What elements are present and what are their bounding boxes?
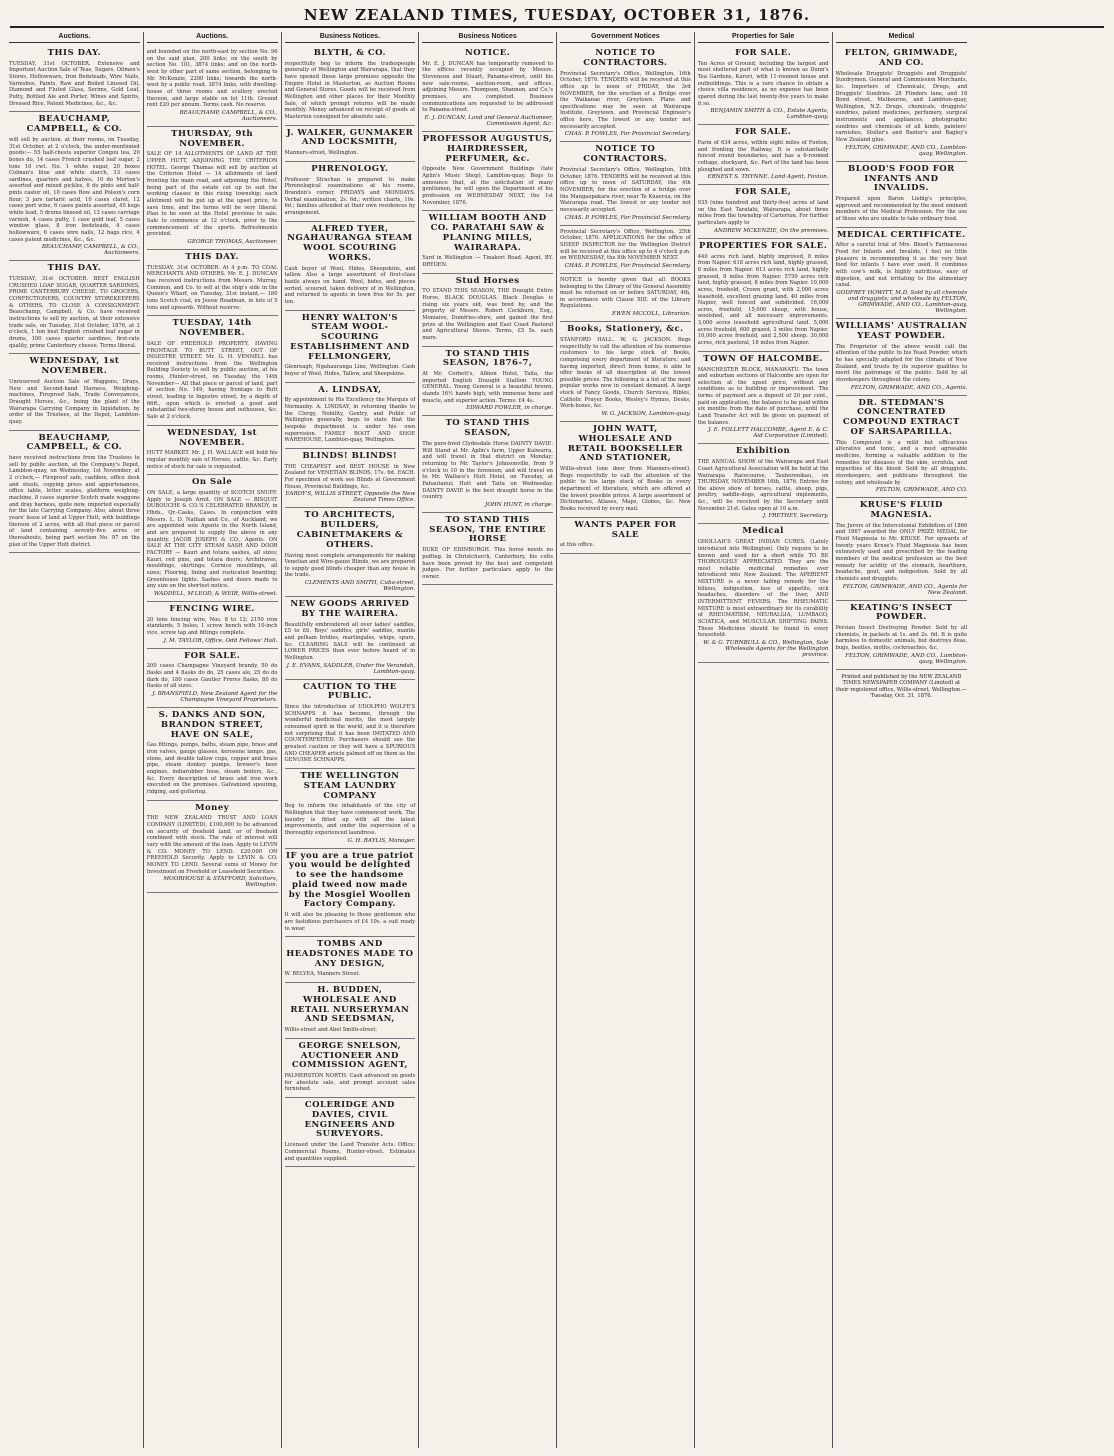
advertisement-heading: NOTICE TO CONTRACTORS. bbox=[583, 144, 668, 165]
advertisement-signature: W. G. JACKSON, Lambton-quay. bbox=[601, 411, 691, 418]
advertisement bbox=[285, 126, 416, 162]
advertisement bbox=[285, 383, 416, 449]
advertisement bbox=[836, 601, 968, 670]
advertisement-heading: JOHN WATT, WHOLESALE AND RETAIL BOOKSELLER AND STATIONER, bbox=[567, 424, 683, 464]
advertisement-heading: BEAUCHAMP, CAMPBELL, & CO. bbox=[26, 114, 123, 135]
advertisement-signature: BEAUCHAMP, CAMPBELL, & CO., Auctioneers. bbox=[179, 109, 278, 122]
advertisement-heading: WILLIAMS' AUSTRALIAN YEAST POWDER. bbox=[835, 321, 968, 341]
advertisement bbox=[836, 162, 968, 228]
advertisement-body: TUESDAY, 31st OCTOBER. At 4 p.m. TO COAL MERCHANTS AND OTHERS. Mr. E. J. DUNCAN has received instructions from Messrs. Murray, Common, and Co. to sell at the ship's side in the Queen's Wharf, on Tuesday, 31st instant,— 180 tons Scotch coal, ex Jessie Readman, in lots of 5 tons and upwards. Without reserve. bbox=[146, 264, 278, 311]
advertisement-signature: GEORGE THOMAS, Auctioneer. bbox=[187, 238, 278, 245]
advertisement bbox=[285, 162, 416, 222]
advertisement-body: Ten Acres of Ground, including the largest and most sheltered part of what is known as Dunn's Tea Gardens, Karori, with 11-roomed house and outbuildings. This is a rare chance to obtain a choice villa residence, as no expense has been spared during the last twenty-five years to make it so. bbox=[697, 60, 829, 107]
column-heading: Business Notices bbox=[422, 32, 553, 43]
advertisement-body: Licensed under the Land Transfer Acts. Office: Commercial Rooms, Hunter-street. Estimates and quantities supplied. bbox=[284, 1142, 416, 1162]
column-heading: Auctions. bbox=[9, 32, 140, 43]
advertisement-heading: WILLIAM BOOTH AND CO. PARATAHI SAW & PLANING MILLS, WAIRARAPA. bbox=[428, 213, 547, 253]
advertisement bbox=[698, 239, 829, 352]
advertisement-body: Beautifully embroidered all over ladies' saddles, £5 to £6. Boys' saddles, girls' saddles, mantle and pelham bridles, martingales, whips, spurs, &c. CLEARING SALE will be continued at LOWER PRICES than ever before heard of in Wellington. bbox=[284, 621, 416, 661]
advertisement-heading: FOR SALE. bbox=[735, 48, 792, 58]
advertisement bbox=[285, 1098, 416, 1167]
advertisement bbox=[422, 274, 553, 347]
advertisement-heading: ALFRED TYER, NGAHAURANGA STEAM WOOL SCOURING WORKS. bbox=[287, 223, 413, 263]
advertisement-body: will sell by auction, at their rooms, on Tuesday, 31st October, at 2 o'clock, the under-mentioned goods:— 55 half-chests superior Congou tea, 20 boxes do, 14 cases French crushed loaf sugar, 2 tons 10 cwt. No. 1 white sugar, 20 boxes Colman's blue and white starch, 13 cases sardines, quarters and halves, 10 do Morton's assorted and mixed pickles, 6 do pints and half-pints castor oil, 10 cases Bow and Polson's corn flour, 3 jars tartaric acid, 10 cases claret, 12 cases port wine, 6 cases paints assorted, 45 kegs white lead, 5 drums linseed oil, 12 cases carriage varnish, 4 cases putty, 1 case gold leaf, 5 cases window glass, 8 iron bedsteads, 4 cases hollowware, 6 cases wire nails, 12 bags rice, 4 cases patent medicines, &c., &c. bbox=[9, 136, 140, 243]
advertisement-body: STANFORD HALL. W. G. JACKSON. Begs respectfully to call the attention of his numerous customers to his large stock of Books, comprising every department of literature; and having imported, direct from home, is able to offer books of all description at the lowest possible prices. The following is a list of the most popular works now in constant demand. A large stock of Fancy Goods, Church Services, Bibles, Catholic Prayer Books, Wesley's Hymns, Desks, Work-boxes, &c. bbox=[560, 336, 691, 410]
advertisement-heading: THIS DAY. bbox=[47, 48, 102, 58]
column-7 bbox=[833, 32, 971, 1448]
advertisement bbox=[147, 46, 278, 127]
advertisement-body: SALE OF FREEHOLD PROPERTY, HAVING FRONTAGE TO BUTT STREET, OUT OF INGESTRE STREET. Mr. G. H. VENNELL has received instructions from the Wellington Building Society to sell by public auction, at his rooms, Hunter-street, on Tuesday, the 14th November— All that piece or parcel of land, part of section No. 149, having frontage to Butt street, leading to Ingestre street, by a depth of 66ft., upon which is erected a good and substantial two-storey house and outhouses, &c. Sale at 2 o'clock. bbox=[146, 340, 278, 421]
advertisement-heading: TUESDAY, 14th NOVEMBER. bbox=[172, 318, 252, 339]
advertisement bbox=[698, 524, 829, 663]
advertisement-body: THE CHEAPEST and BEST HOUSE in New Zealand for VENETIAN BLINDS, 17s. 6d. EACH. For specimen of work see Blinds at Government House, Provincial Buildings, &c. bbox=[284, 463, 416, 490]
advertisement-heading: THURSDAY, 9th NOVEMBER. bbox=[171, 128, 254, 149]
advertisement-heading: TOWN OF HALCOMBE. bbox=[703, 353, 823, 364]
advertisement-signature: ANDREW MCKENZIE, On the premises. bbox=[713, 227, 829, 234]
advertisement-signature: JOHN HUNT, in charge. bbox=[485, 501, 553, 508]
advertisement-heading: BLOOD'S FOOD FOR INFANTS AND INVALIDS. bbox=[848, 163, 955, 194]
advertisement-body: This Compound is a mild but efficacious alterative and tonic, and a most agreeable medicine, forming a valuable addition to the remedies for diseases of the skin, scrofula, and impurities of the blood. Sold by all druggists, storekeepers, and publicans throughout the colony, and wholesale by bbox=[835, 439, 968, 486]
imprint-footer: Printed and published by the NEW ZEALAND TIMES NEWSPAPER COMPANY (Limited) at their registered office, Willis-street, Wellington.—Tuesday, Oct. 31, 1876. bbox=[835, 673, 967, 700]
advertisement-signature: FELTON, GRIMWADE, AND CO., Agents for New Zealand. bbox=[842, 583, 968, 596]
advertisement bbox=[698, 352, 829, 445]
advertisement bbox=[422, 46, 553, 132]
advertisement bbox=[836, 498, 968, 600]
advertisement bbox=[147, 649, 278, 708]
advertisement-heading: HENRY WALTON'S STEAM WOOL-SCOURING ESTABLISHMENT AND FELLMONGERY, bbox=[290, 312, 410, 362]
advertisement-heading: BLINDS! BLINDS! bbox=[302, 451, 398, 462]
advertisement bbox=[560, 142, 691, 225]
column-5 bbox=[557, 32, 695, 1448]
advertisement bbox=[422, 132, 553, 211]
advertisement bbox=[422, 347, 553, 417]
advertisement bbox=[698, 444, 829, 524]
column-heading: Auctions. bbox=[147, 32, 278, 43]
advertisement-heading: DR. STEDMAN'S CONCENTRATED COMPOUND EXTRACT OF SARSAPARILLA. bbox=[842, 397, 960, 437]
advertisement-heading: COLERIDGE AND DAVIES, CIVIL ENGINEERS AND SURVEYORS. bbox=[304, 1100, 396, 1140]
advertisement-heading: TO ARCHITECTS, BUILDERS, CABINETMAKERS & OTHERS. bbox=[296, 510, 404, 550]
advertisement-heading: On Sale bbox=[191, 477, 233, 488]
advertisement bbox=[285, 937, 416, 983]
advertisement-signature: CLEMENTS AND SMITH, Cuba-street, Wellington. bbox=[304, 580, 416, 593]
advertisement-body: NOTICE is hereby given that all BOOKS belonging to the Library of the General Assembly must be returned on or before SATURDAY, 4th, in accordance with Clause XIII. of the Library Regulations. bbox=[560, 276, 691, 310]
advertisement-body: HUTT MARKET. Mr. J. H. WALLACE will hold his regular monthly sale of Horses, cattle, &c. Early notice of stock for sale is requested. bbox=[146, 450, 278, 470]
advertisement-signature: FELTON, GRIMWADE, AND CO., Agents. bbox=[850, 384, 968, 391]
advertisement bbox=[285, 508, 416, 597]
advertisement-body: Beg to inform the inhabitants of the city of Wellington that they have commenced work. The laundry is fitted up with all the latest improvements, and under the supervision of a thoroughly experienced laundress. bbox=[284, 803, 416, 836]
advertisement bbox=[836, 46, 968, 162]
advertisement-body: 935 (nine hundred and thirty-five) acres of land on the East Taratahi, Wairarapa, about three miles from the township of Carterton. For further particulars apply to bbox=[697, 200, 829, 227]
advertisement-heading: Medical bbox=[742, 526, 784, 537]
advertisement-signature: GODFREY HOWITT, M.D. Sold by all chemists and druggists; and wholesale by FELTON, GRIMWADE, AND CO., Lambton-quay, Wellington. bbox=[836, 290, 968, 315]
advertisement-heading: PROPERTIES FOR SALE. bbox=[699, 240, 828, 251]
advertisement-body: Persian Insect Destroying Powder. Sold by all chemists, in packets at 1s. and 2s. 6d. It is quite harmless to domestic animals, but destroys fleas, bugs, beetles, moths, cockroaches, &c. bbox=[835, 625, 968, 652]
advertisement bbox=[285, 849, 416, 938]
advertisement bbox=[147, 602, 278, 649]
advertisement bbox=[836, 396, 968, 499]
advertisement bbox=[285, 449, 416, 508]
advertisement-signature: EWEN MCCOLL, Librarian. bbox=[612, 311, 691, 318]
advertisement bbox=[285, 46, 416, 126]
advertisement-heading: Stud Horses bbox=[455, 275, 520, 286]
advertisement-body: have received instructions from the Trustees to sell by public auction, at the Company's Depot, Lambton-quay, on Wednesday, 1st November, at 2 o'clock,— Fireproof safe, cashbox, office desk and stools, copying press and appurtenances, office table, letter scales, platform weighing-machine, 8 cases superior Scotch made waggons and dray harness, quite new, imported especially for the late Carrying Company. Also, about three years' lease of land at Upper Hutt, with buildings thereon of 2 acres, with all that piece or parcel of land containing seventy-five acres or thereabouts, being part section No. 97 on the plan of the Upper Hutt district. bbox=[9, 455, 140, 548]
advertisement-heading: THE WELLINGTON STEAM LAUNDRY COMPANY bbox=[300, 771, 400, 801]
advertisement-body: Yard in Wellington — Tinakori Road. Agent, BY. DRYDEN. bbox=[422, 255, 553, 268]
advertisement bbox=[147, 801, 278, 894]
advertisement-body: TUESDAY, 31st OCTOBER. BEST ENGLISH CRUSHED LOAF SUGAR, QUARTER SARDINES, PRIME CANTERBURY CHEESE. TO GROCERS, CONFECTIONERS, COUNTRY STOREKEEPERS & OTHERS. TO CLOSE A CONSIGNMENT. Beauchamp, Campbell, & Co. have received instructions to sell by auction, at their extensive trade sale, on Tuesday, 31st October, 1876, at 2 o'clock, 1 ton best English crushed loaf sugar in drums, 100 cases quarter sardines, first-rate quality, prime Canterbury cheese. Terms liberal. bbox=[9, 276, 140, 349]
advertisement-body: Since the introduction of UDOLPHO WOLFE'S SCHNAPPS it has become, through the wonderful medicinal merits, the most largely consumed spirit in the world, and it is therefore not surprising that it has been IMITATED AND COUNTERFEITED. Purchasers should see the greatest caution or they will have a SPURIOUS AND CHEAPER article palmed off on them as the GENUINE SCHNAPPS. bbox=[284, 704, 416, 764]
advertisement-body: THE ANNUAL SHOW of the Wairarapa and East Coast Agricultural Association will be held at the Wairarapa Racecourse, Tauherenikau, on THURSDAY, NOVEMBER 16th, 1876. Entries for the above show of horses, cattle, sheep, pigs, poultry, saddle-dogs, agricultural implements, &c., will be received by the Secretary until November 21st. Gates open at 10 a.m. bbox=[697, 459, 829, 512]
advertisement-body: Manners-street, Wellington. bbox=[284, 150, 359, 157]
advertisement bbox=[422, 211, 553, 273]
advertisement-heading: PROFESSOR AUGUSTUS, HAIRDRESSER, PERFUMER, &c. bbox=[422, 134, 553, 164]
column-3 bbox=[282, 32, 420, 1448]
advertisement bbox=[560, 422, 691, 518]
advertisement-heading: IF you are a true patriot you would be delighted to see the handsome plaid tweed now made by the Mosgiel Woollen Factory Company. bbox=[286, 850, 414, 910]
advertisement bbox=[560, 274, 691, 322]
advertisement bbox=[9, 354, 140, 430]
advertisement-body: 440 acres rich land, highly improved, 8 miles from Napier. 618 acres rich land, highly grassed, 8 miles from Napier. 613 acres rich land, highly grassed, 8 miles from Napier. 5750 acres rich land, highly grassed, 8 miles from Napier. 10,000 acres, freehold, Crown grant, with 2,000 acres leasehold, excellent grazing land, 40 miles from Napier, well fenced and subdivided. 16,000 acres, freehold, 15,000 sheep, with house, woolshed, and all necessary improvements. 3,000 acres leasehold agricultural land. 5,000 acres freehold, 600 grazed, 2 miles from Napier. 10,000 acres freehold, and 2,500 sheep. 30,000 acres, rich pastoral, 18 miles from Napier. bbox=[697, 253, 829, 347]
advertisement bbox=[422, 513, 553, 586]
advertisement-signature: FELTON, GRIMWADE, AND CO. bbox=[875, 487, 968, 494]
advertisement bbox=[285, 769, 416, 849]
advertisement-signature: FELTON, GRIMWADE, AND CO., Lambton-quay, Wellington. bbox=[845, 652, 968, 665]
advertisement-body: Wholesale Druggists' Druggists and Druggists' Sundrymen. General and Commission Merchants, &c. Importers of Chemicals, Drugs, and Druggists' Sundries. 28 Flinders lane, and 18 Bond street, Melbourne, and Lambton-quay, Wellington, N.Z. Drugs, chemicals, druggists' sundries, patent medicines, perfumery, surgical instruments and appliances, photographic sundries and chemicals of all kinds, painters' varnishes, Stoller's and Baxter's and Bagley's New Zealand glue. bbox=[835, 70, 968, 144]
advertisement-signature: ERNEST S. THYNNE, Land Agent, Foxton. bbox=[707, 174, 829, 181]
advertisement bbox=[698, 125, 829, 185]
column-heading: Business Notices. bbox=[285, 32, 416, 43]
advertisement-signature: EDWARD FOWLER, in charge. bbox=[466, 405, 553, 412]
advertisement-heading: S. DANKS AND SON, BRANDON STREET, HAVE ON SALE, bbox=[158, 709, 266, 740]
advertisement-heading: GEORGE SNELSON, AUCTIONEER AND COMMISSION AGENT, bbox=[291, 1040, 408, 1071]
advertisement bbox=[9, 46, 140, 112]
advertisement-heading: Books, Stationery, &c. bbox=[567, 324, 684, 335]
advertisement-body: MANCHESTER BLOCK, MANAWATU. The town and suburban sections of Halcombe are open for selection at the upset price, without any conditions as to building or improvement. The terms of payment are a deposit of 20 per cent., paid on application, the balance to be paid within six months from the date of purchase, until the Land Transfer Act will be given on payment of the balance. bbox=[697, 366, 829, 426]
advertisement-heading: KEATING'S INSECT POWDER. bbox=[850, 602, 953, 623]
advertisement-heading: KRUSE'S FLUID MAGNESIA. bbox=[859, 500, 943, 520]
advertisement bbox=[560, 226, 691, 274]
advertisement-body: W. BELYEA, Manners Street. bbox=[284, 971, 361, 978]
advertisement bbox=[698, 46, 829, 125]
columns bbox=[6, 32, 1108, 1448]
advertisement bbox=[285, 680, 416, 769]
advertisement bbox=[147, 708, 278, 801]
advertisement bbox=[698, 185, 829, 238]
advertisement-body: Farm of 634 acres, within eight miles of Foxton, and fronting the Railway. It is substantially fenced round boundaries, and has a 6-roomed cottage, stockyard, &c. Part of the land has been ploughed and sown. bbox=[697, 140, 829, 173]
advertisement bbox=[147, 250, 278, 316]
column-heading: Government Notices bbox=[560, 32, 691, 43]
advertisement-heading: BLYTH, & CO. bbox=[313, 48, 386, 58]
advertisement-signature: G. H. BAYLIS, Manager. bbox=[347, 837, 416, 844]
advertisement-heading: WEDNESDAY, 1st NOVEMBER. bbox=[167, 427, 258, 448]
advertisement-heading: A. LINDSAY, bbox=[318, 384, 382, 395]
masthead: NEW ZEALAND TIMES, TUESDAY, OCTOBER 31, 1876. bbox=[10, 6, 1104, 28]
advertisement-body: Provincial Secretary's Office, Wellington, 16th October, 1876. TENDERS will be received at this office up to noon of FRIDAY, the 3rd NOVEMBER, for the erection of a Bridge over the Waikanae river, Greytown. Plans and specifications may be seen at Wairarapa Institute, Greytown, and Provincial Engineer's office here. The lowest or any tender not necessarily accepted. bbox=[560, 70, 691, 130]
advertisement bbox=[9, 261, 140, 354]
advertisement-signature: CHAS. P. FOWLES, For Provincial Secretary. bbox=[564, 131, 691, 138]
advertisement-signature: BEAUCHAMP, CAMPBELL, & CO., Auctioneers. bbox=[41, 244, 140, 257]
advertisement-signature: J. FRETHEY, Secretary. bbox=[763, 513, 829, 520]
advertisement bbox=[147, 127, 278, 250]
advertisement-body: Prepared upon Baron Liebig's principles, approved and recommended by the most eminent members of the Medical Profession. For the use of those who are unable to take ordinary food. bbox=[835, 196, 968, 223]
advertisement-body: 200 cases Champagne Vineyard brandy, 50 do flasks and 4 flasks do do, 25 cases ale, 25 do do dark do, 180 cases Gautier Freres flasks, 80 do flasks of all sizes. bbox=[146, 663, 278, 690]
advertisement-body: The Jurors of the Intercolonial Exhibition of 1866 and 1867 awarded the ONLY PRIZE MEDAL for Fluid Magnesia to Mr. KRUSE. For upwards of twenty years Kruse's Fluid Magnesia has been extensively used and prescribed by the leading members of the medical profession as the best remedy for acidity of the stomach, heartburn, headache, gout, and indigestion. Sold by all chemists and druggists. bbox=[835, 522, 968, 582]
advertisement-heading: TO STAND THIS SEASON, THE ENTIRE HORSE bbox=[429, 514, 547, 545]
advertisement-body: After a careful trial of Mrs. Blood's Farinaceous Food for Infants and Invalids, I feel no little pleasure in recommending it as the very best food for infants I have ever used. It combines with cow's milk, is highly nutritious, easy of digestion, and not irritating to the alimentary canal. bbox=[835, 242, 968, 289]
advertisement-body: GHOLLAH'S GREAT INDIAN CURES. (Lately introduced into Wellington). Only require to be known and used for a short while TO BE THOROUGHLY APPRECIATED. They are the most reliable medicinal remedies ever introduced into New Zealand. The APERIENT MIXTURE is a never failing remedy for the bilious, indigestion, loss of appetite, sick headaches, disorders of the liver, AND INTERMITTENT FEVERS. The RHEUMATIC MIXTURE is most extraordinary for its curability of RHEUMATISM, NEURALGIA, LUMBAGO, SCIATICA, and MUSCULAR SHIFTING PAINS. These Medicines should be found in every household. bbox=[697, 539, 829, 639]
advertisement-heading: FENCING WIRE. bbox=[169, 603, 255, 614]
advertisement-heading: FOR SALE. bbox=[184, 650, 241, 661]
advertisement-signature: WADDELL, M'LEOD, & WEIR, Willis-street. bbox=[153, 590, 278, 597]
advertisement-heading: TO STAND THIS SEASON, bbox=[445, 418, 530, 439]
advertisement-signature: J. M. TAYLOR, Office, Odd Fellows' Hall. bbox=[163, 637, 278, 644]
advertisement-signature: MOORHOUSE & STAFFORD, Solicitors, Wellington. bbox=[163, 876, 278, 889]
advertisement-heading: TOMBS AND HEADSTONES MADE TO ANY DESIGN, bbox=[286, 939, 414, 969]
advertisement-body: Professor Strachan is prepared to make Phrenological examinations at his rooms, Brandon's corner, FRIDAYS and MONDAYS. Verbal examination, 2s. 6d.; written charts, 10s. 6d.; families attended at their own residences by arrangement. bbox=[284, 176, 416, 216]
advertisement bbox=[285, 311, 416, 383]
advertisement-signature: E. J. DUNCAN, Land and General Auctioneer, Commission Agent, &c. bbox=[424, 115, 553, 128]
advertisement bbox=[147, 475, 278, 602]
advertisement-body: Willis-street (one door from Manners-street). Begs respectfully to call the attention of the public to his large stock of Books in every department of literature, which are offered at the lowest possible prices. A large assortment of Dictionaries, Atlases, Maps, Globes, &c. New Books received by every mail. bbox=[560, 466, 691, 513]
advertisement-body: Provincial Secretary's Office, Wellington, 25th October, 1876. APPLICATIONS for the office of SHEEP INSPECTOR for the Wellington District will be received at this office up to 4 o'clock p.m. on WEDNESDAY, the 8th NOVEMBER NEXT. bbox=[560, 228, 691, 262]
advertisement-body: respectfully beg to inform the tradespeople generally of Wellington and Wairarapa, that they have opened those large premises opposite the Empire Hotel in Masterton, as Auction Rooms and General Stores. Goods will be received from Wellington and other places for their Monthly Sale, of which prompt returns will be made monthly. Money advanced on receipt of goods at Masterton consigned for absolute sale. bbox=[284, 60, 416, 121]
advertisement-heading: Money bbox=[195, 802, 230, 813]
advertisement-heading: TO STAND THIS SEASON, 1876-7, bbox=[442, 348, 533, 369]
advertisement-signature: CHAS. P. FOWLES, For Provincial Secretary. bbox=[564, 262, 691, 269]
advertisement bbox=[560, 322, 691, 422]
advertisement-heading: Exhibition bbox=[736, 446, 791, 457]
advertisement-body: Opposite New Government Buildings (late Aplin's Music Shop), Lambton-quay. Begs to announce that, at the solicitation of many gentlemen, he will open the Department of his profession on WEDNESDAY NEXT, the 1st November, 1876. bbox=[422, 166, 553, 206]
advertisement-body: PALMERSTON NORTH. Cash advanced on goods for absolute sale, and prompt account sales furnished. bbox=[284, 1073, 416, 1093]
advertisement-signature: EARDY'S, WILLIS STREET, Opposite the New Zealand Times Office. bbox=[285, 491, 416, 504]
advertisement-heading: FOR SALE. bbox=[735, 127, 792, 138]
advertisement bbox=[9, 431, 140, 554]
advertisement-body: ON SALE, a large quantity of SCOTCH SNUFF. Apply to Joseph Arnit. ON SALE — BISQUIT DUBOUCHE & CO.'S CELEBRATED BRANDY, in Hhds., Qr.-Casks, Cases. In conjunction with Messrs. L. D. Nathan and Co., of Auckland, we are appointed sole Agents in the North Island, and are prepared to supply the above in any quantity. JACOB JOSEPH & CO., Agents. ON SALE AT THE CITY STEAM SASH AND DOOR FACTORY — Kauri and totara sashes, all sizes; Kauri, red pine, and totara doors; Architraves, mouldings, skirtings; Cornice mouldings, all sizes; Flooring, lining and rusticated boarding; Greenhouse lights. Sashes and doors made to any size on the shortest notice. bbox=[146, 490, 278, 590]
advertisement bbox=[285, 597, 416, 679]
column-1 bbox=[6, 32, 144, 1448]
advertisement-heading: FELTON, GRIMWADE, AND CO. bbox=[844, 48, 959, 68]
advertisement-signature: CHAS. P. FOWLES, For Provincial Secretary. bbox=[564, 214, 691, 221]
advertisement-body: at this office. bbox=[560, 542, 595, 549]
advertisement-body: TO STAND THIS SEASON, THE Draught Entire Horse, BLACK DOUGLAS. Black Douglas is rising six years old, was bred by, and the property of Messrs. Robert Cockburn, Esq., Moniaive, Dumfries-shire, and gained the first prize at the Wellington and East Coast Pastoral and Agricultural Shows. Terms, £5 5s. each mare. bbox=[422, 288, 553, 341]
advertisement-heading: PHRENOLOGY. bbox=[311, 163, 389, 174]
advertisement-signature: J. E. FOLLETT HALCOMBE, Agent E. & C. Aid Corporation (Limited). bbox=[708, 427, 829, 440]
column-6 bbox=[695, 32, 833, 1448]
advertisement bbox=[285, 983, 416, 1039]
advertisement-heading: NOTICE. bbox=[465, 48, 511, 58]
advertisement-body: By appointment to His Excellency the Marquis of Normanby. A. LINDSAY, in returning thanks to the Clergy, Nobility, Gentry, and Public of Wellington generally, begs to state that the bespoke department is under his own supervision. FAMILY BOOT AND SHOE WAREHOUSE, Lambton-quay, Wellington. bbox=[284, 397, 416, 444]
advertisement-heading: WANTS PAPER FOR SALE bbox=[574, 519, 677, 540]
advertisement bbox=[147, 426, 278, 476]
advertisement bbox=[9, 112, 140, 261]
advertisement-body: At Mr. Corbett's, Albion Hotel, Taita, the imported English Draught Stallion YOUNG GENERAL. Young General is a beautiful brown, stands 16½ hands high, with immense bone and muscle, and superior action. Terms: £4 4s. bbox=[422, 371, 553, 404]
advertisement bbox=[422, 416, 553, 512]
advertisement-heading: J. WALKER, GUNMAKER AND LOCKSMITH, bbox=[286, 127, 414, 148]
advertisement-signature: FELTON, GRIMWADE, AND CO., Lambton-quay, Wellington. bbox=[845, 144, 968, 157]
advertisement-heading: THIS DAY. bbox=[47, 263, 102, 274]
advertisement bbox=[285, 1039, 416, 1098]
advertisement-heading: FOR SALE, bbox=[735, 187, 792, 198]
advertisement-body: Gas fittings, pumps, baths, steam pipe, brass and iron valves, gauge glasses, kerosene lamps, gas, stone, and double tallow cups, copper and brass pipe, steam donkey pumps, brewer's beer engines, indiarubber hose, steam boilers, &c., &c. Every description of brass and iron work executed on the premises. Galvanized spouting, ridging, and guttering. bbox=[146, 742, 278, 795]
advertisement-heading: H. BUDDEN, WHOLESALE AND RETAIL NURSERYMAN AND SEEDSMAN, bbox=[290, 985, 410, 1025]
advertisement-body: It will also be pleasing to those gentlemen who are fastidious purchasers of £4 10s. a suit ready to wear. bbox=[284, 912, 416, 932]
advertisement-signature: J. E. EVANS, SADDLER, Under the Verandah, Lambton-quay. bbox=[286, 662, 416, 675]
advertisement-heading: MEDICAL CERTIFICATE. bbox=[837, 229, 966, 240]
advertisement-body: SALE OF 14 ALLOTMENTS OF LAND AT THE UPPER HUTT, ADJOINING THE CRITERION HOTEL. George Thomas will sell by auction at the Criterion Hotel — 14 allotments of land fronting the main road, and adjoining the Hotel, being part of the estate cut up to suit the working classes in this rising township; each allotment will be put up at the upset price, to save time, and the terms will be very liberal. Plan to be seen at the Hotel previous to sale. Sale to commence at 12 o'clock, prior to the commencement of the sports. Refreshments provided. bbox=[146, 151, 278, 238]
advertisement-body: Glenreagh, Ngahauranga Line, Wellington. Cash buyer of Wool, Hides, Tallow, and Sheepskins. bbox=[284, 364, 416, 378]
advertisement bbox=[560, 46, 691, 142]
advertisement-body: TUESDAY, 31st OCTOBER. Extensive and Important Auction Sale of Teas, Sugars, Oilmen's Stores, Hollowware, Iron Bedsteads, Wire Nails, Varnishes, Paints, Raw and Boiled Linseed Oil, Diamond and Fluted Glass, Serims, Gold Leaf, Putty, Bottled Ale and Porter, Wines and Spirits, Dressed Rice, Patent Medicines, &c., &c. bbox=[9, 60, 140, 107]
advertisement-signature: W. & G. TURNBULL & CO., Wellington, Sole Wholesale Agents for the Wellington province. bbox=[703, 640, 829, 659]
advertisement-body: The pure-bred Clydesdale Horse DAINTY DAVIE. Will Stand at Mr. Aplin's farm, Upper Kaiwarra, and will travel in that district on Monday; returning to Mr. Taylor's Johnsonville, from 9 o'clock to 10 in the forenoon; and will travel on to Mr. Wallace's Hutt Hotel, on Tuesday, at Pahautanui; Hutt and Taita on Wednesday. DAINTY DAVIE is the best draught horse in the country. bbox=[422, 440, 553, 501]
advertisement-body: and bounded on the north-east by section No. 96 on the said plan, 200 links; on the south by section No. 101, 3874 links; and on the north-west by other part of same section, belonging to Mr. McKenzie, 2200 links; towards the north-west by a public road, 3874 links, with dwelling-house of three rooms and scullery erected thereon, and large stable on lot 11th. Ground rent £20 per annum. Terms cash. No reserve. bbox=[146, 49, 278, 109]
advertisement-heading: BEAUCHAMP, CAMPBELL, & CO. bbox=[26, 432, 123, 453]
advertisement-body: DUKE OF EDINBURGH. This horse needs no puffing. In Christchurch, Canterbury, his colts have been proved by the best and competent judges. For further particulars apply to the owner. bbox=[422, 547, 553, 580]
advertisement bbox=[836, 319, 968, 395]
advertisement-body: 20 tons fencing wire, Nos. 8 to 12; 2150 iron standards, 5 holes; 1 screw bench with 10-inch vice, screw tap and fittings complete. bbox=[146, 616, 278, 636]
advertisement-heading: NOTICE TO CONTRACTORS. bbox=[583, 48, 668, 68]
advertisement bbox=[836, 228, 968, 319]
advertisement bbox=[560, 518, 691, 554]
advertisement-signature: BENJAMIN SMITH & CO., Estate Agents, Lambton-quay. bbox=[710, 108, 829, 121]
advertisement bbox=[147, 316, 278, 425]
advertisement-body: The Proprietor of the above would call the attention of the public to his Yeast Powder, which he has specially adapted for the climate of New Zealand, and trusts by its superior qualities to merit the patronage of the public. Sold by all storekeepers throughout the colony. bbox=[835, 343, 968, 383]
advertisement-body: Willis-street and Abel Smith-street. bbox=[284, 1027, 378, 1034]
advertisement-body: Mr. E. J. DUNCAN has temporarily removed to the offices recently occupied by Messrs. Stevenson and Stuart, Panama-street, until his new sale-rooms, auction-room, and offices, adjoining Messrs. Thompson, Shannon, and Co.'s premises, are completed. Business communications are requested to be addressed to Panama-street. bbox=[422, 60, 553, 114]
advertisement-heading: NEW GOODS ARRIVED BY THE WAIRERA. bbox=[290, 599, 410, 619]
column-4 bbox=[419, 32, 557, 1448]
advertisement bbox=[285, 222, 416, 311]
column-2 bbox=[144, 32, 282, 1448]
advertisement-signature: J. BRANSFIELD, New Zealand Agent for the Champagne Vineyard Proprietors. bbox=[152, 690, 278, 703]
advertisement-body: Provincial Secretary's Office, Wellington, 16th October, 1876. TENDERS will be received at this office up to noon of SATURDAY, the 4th NOVEMBER, for the erection of a bridge over the Mangaopakara river, near Te Kuaerua, on the Wairarapa road. The lowest or any tender not necessarily accepted. bbox=[560, 166, 691, 213]
column-heading: Properties for Sale bbox=[698, 32, 829, 43]
advertisement-body: Having most complete arrangements for making Venetian and Wire-gauze Blinds, we are prepared to supply good blinds cheaper than any house in the trade. bbox=[284, 552, 416, 579]
advertisement-heading: CAUTION TO THE PUBLIC. bbox=[303, 681, 397, 702]
advertisement-body: Cash buyer of Wool, Hides, Sheepskins, and tallow. Also a large assortment of first-class bazils always on hand. Wool, hides, and pieces sorted, scoured, taken delivery of in Wellington, and returned to agents in town free for 5s. per ton. bbox=[284, 265, 416, 305]
advertisement-body: Unreserved Auction Sale of Waggons, Drays, New and Second-hand Harness, Weighing-machines, Fireproof Safe, Trade Conveyances, Draught Horses, &c., being the plant of the Wairarapa Carrying Company in liquidation, by order of the Trustees, at the Depot, Lambton-quay. bbox=[9, 378, 140, 425]
advertisement-body: THE NEW ZEALAND TRUST AND LOAN COMPANY (LIMITED). £100,000 to be advanced on security of freehold land, or of freehold combined with stock. The rate of interest will vary with the amount of the loan. Apply to LEVIN & CO. MONEY TO LEND. £20,000 ON FREEHOLD Security. Apply to LEVIN & CO. MONEY TO LEND. Several sums of Money for Investment on Freehold or Leasehold Securities. bbox=[146, 815, 278, 875]
column-heading: Medical bbox=[836, 32, 968, 43]
advertisement-heading: WEDNESDAY, 1st NOVEMBER. bbox=[29, 356, 120, 377]
advertisement-heading: THIS DAY. bbox=[185, 251, 239, 262]
